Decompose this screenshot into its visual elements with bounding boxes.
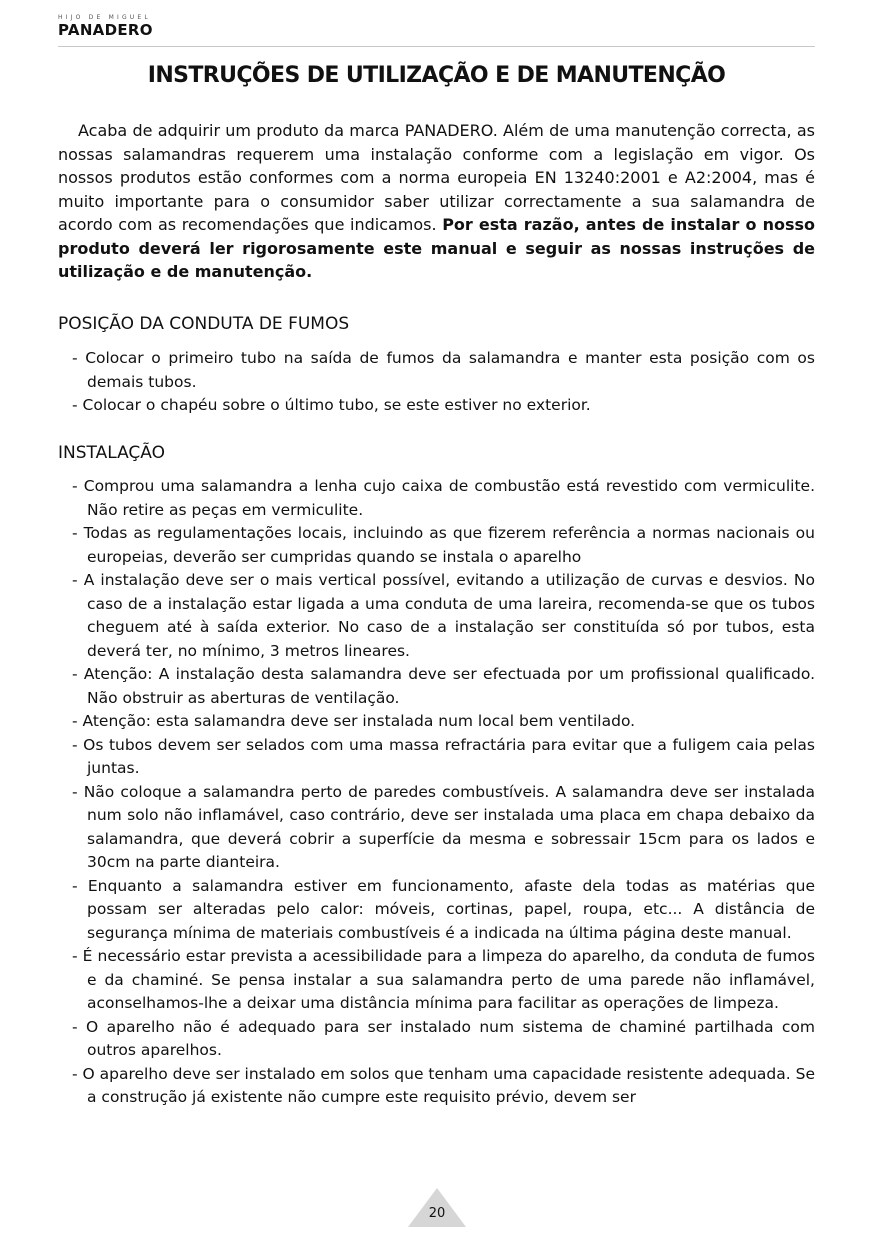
list-item: - Todas as regulamentações locais, incluindo as que fizerem referência a normas nacionais ou europeias, deverão ser cumpridas quando se instala o aparelho bbox=[72, 524, 815, 566]
list-item: - É necessário estar prevista a acessibilidade para a limpeza do aparelho, da conduta de fumos e da chaminé. Se pensa instalar a sua salamandra perto de uma parede não inflamável, aconselhamos-lhe a deixar uma distância mínima para facilitar as operações de limpeza. bbox=[72, 947, 815, 1012]
page-title: INSTRUÇÕES DE UTILIZAÇÃO E DE MANUTENÇÃO bbox=[147, 63, 726, 88]
list-item: - O aparelho deve ser instalado em solos que tenham uma capacidade resistente adequada. Se a construção já existente não cumpre este requisito prévio, devem ser bbox=[72, 1064, 815, 1106]
list-item: - Atenção: esta salamandra deve ser instalada num local bem ventilado. bbox=[72, 712, 636, 730]
page-number-badge bbox=[406, 1186, 468, 1228]
list-item: - Os tubos devem ser selados com uma massa refractária para evitar que a fuligem caia pelas juntas. bbox=[72, 735, 815, 777]
page-number: 20 bbox=[428, 1206, 446, 1221]
section-heading-installation: INSTALAÇÃO bbox=[58, 443, 165, 463]
brand-subtitle: HIJO DE MIGUEL bbox=[58, 14, 151, 21]
chimney-list bbox=[72, 347, 815, 418]
list-item: - A instalação deve ser o mais vertical possível, evitando a utilização de curvas e desvios. No caso de a instalação estar ligada a uma conduta de uma lareira, recomenda-se que os tubos cheguem até à saída exterior. No caso de a instalação ser constituída só por tubos, esta deverá ter, no mínimo, 3 metros lineares. bbox=[72, 571, 815, 660]
brand-logo bbox=[58, 14, 153, 38]
section-heading-chimney: POSIÇÃO DA CONDUTA DE FUMOS bbox=[58, 314, 350, 334]
brand-name: PANADERO bbox=[58, 21, 153, 39]
list-item: - Enquanto a salamandra estiver em funcionamento, afaste dela todas as matérias que possam ser alteradas pelo calor: móveis, cortinas, papel, roupa, etc... A distância de segurança mínima de materiais combustíveis é a indicada na última página deste manual. bbox=[72, 876, 815, 942]
intro-bold-text: Por esta razão, antes de instalar o nosso produto deverá ler rigorosamente este manual e seguir as nossas instruções de utilização e de manutenção. bbox=[58, 215, 816, 281]
installation-list bbox=[72, 475, 815, 1110]
list-item: - Colocar o primeiro tubo na saída de fumos da salamandra e manter esta posição com os demais tubos. bbox=[72, 349, 815, 391]
list-item: - O aparelho não é adequado para ser instalado num sistema de chaminé partilhada com outros aparelhos. bbox=[72, 1017, 815, 1059]
list-item: - Atenção: A instalação desta salamandra deve ser efectuada por um profissional qualificado. Não obstruir as aberturas de ventilação. bbox=[72, 665, 815, 707]
list-item: - Não coloque a salamandra perto de paredes combustíveis. A salamandra deve ser instalada num solo não inflamável, caso contrário, deve ser instalada uma placa em chapa debaixo da salamandra, que deverá cobrir a superfície da mesma e sobressair 15cm para os lados e 30cm na parte dianteira. bbox=[72, 782, 815, 871]
intro-paragraph bbox=[58, 119, 815, 284]
list-item: - Colocar o chapéu sobre o último tubo, se este estiver no exterior. bbox=[72, 396, 591, 414]
header-divider bbox=[58, 46, 815, 47]
list-item: - Comprou uma salamandra a lenha cujo caixa de combustão está revestido com vermiculite. Não retire as peças em vermiculite. bbox=[72, 477, 815, 519]
intro-text: Acaba de adquirir um produto da marca PANADERO. Além de uma manutenção correcta, as nossas salamandras requerem uma instalação conforme com a legislação em vigor. Os nossos produtos estão conformes com a norma europeia EN 13240:2001 e A2:2004, mas é muito importante para o consumidor saber utilizar correctamente a sua salamandra de acordo com as recomendações que indicamos. bbox=[58, 121, 815, 234]
